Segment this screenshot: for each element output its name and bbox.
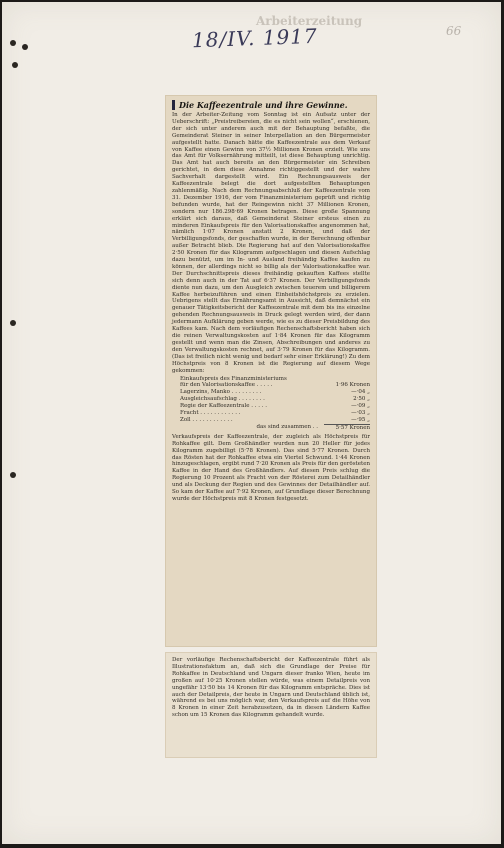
punch-hole <box>10 40 16 46</box>
price-table-caption: Einkaufspreis des Finanzministeriums <box>180 376 287 383</box>
punch-hole <box>10 320 16 326</box>
price-row: Ausgleichsaufschlag . . . . . . . . 2·50 „ <box>180 396 370 403</box>
handwritten-date: 18/IV. 1917 <box>191 23 319 53</box>
newspaper-clipping-main <box>166 96 376 646</box>
punch-hole <box>22 44 28 50</box>
newspaper-clipping-secondary <box>166 653 376 757</box>
punch-hole <box>12 62 18 68</box>
price-row: Zoll . . . . . . . . . . . . —·95 „ <box>180 416 370 423</box>
page-number: 66 <box>446 24 462 38</box>
article-title: Die Kaffeezentrale und ihre Gewinne. <box>172 100 370 110</box>
price-table <box>180 376 370 431</box>
punch-hole <box>10 472 16 478</box>
price-row: Fracht . . . . . . . . . . . . —·03 „ <box>180 410 370 417</box>
archive-sheet <box>2 2 501 844</box>
price-row: Regie der Kaffeezentrale . . . . . —·09 „ <box>180 403 370 410</box>
article-paragraph: In der Arbeiter-Zeitung vom Sonntag ist ein Aufsatz unter der Ueberschrift: „Preistreibereien, die es nicht sein wollen“, erschienen, der sich unter anderem auch mit der Behauptung befaßte, die Gemeinderat Steiner in seiner Interpellation an den Bürgermeister aufgestellt hatte. Danach hätte die Kaffeezentrale aus dem Verkauf von Kaffee einen Gewinn von 37½ Millionen Kronen erzielt. Wie uns das Amt für Volksernährung mitteilt, ist diese Behauptung unrichtig. Das Amt hat auch bereits an den Bürgermeister ein Schreiben gerichtet, in dem diese Annahme richtiggestellt und der wahre Sachverhalt dargestellt wird. Ein Rechnungsausweis der Kaffeezentrale belegt die dort aufgestellten Behauptungen zahlenmäßig. Nach dem Rechnungsabschluß der Kaffeezentrale vom 31. Dezember 1916, der vom Finanzministerium geprüft und richtig befunden wurde, hat der Reingewinn nicht 37 Millionen Kronen, sondern nur 186.298·69 Kronen betragen. Diese große Spannung erklärt sich daraus, daß Gemeinderat Steiner ersteus einen zu minderen Einkaufspreis für den Valorisationskaffee angenommen hat, nämlich 1·07 Kronen anstatt 2 Kronen, und daß der Verbilligungsfonds, der geschaffen wurde, in der Berechnung offenbar außer Betracht blieb. Die Regierung hat auf den Valorisationskaffee 2·50 Kronen für das Kilogramm aufgeschlagen und diesen Aufschlag dazu benützt, um im In- und Ausland freihändig Kaffee kaufen zu können, der allerdings nicht so billig als der Valorisationskaffee war. Der Durchschnittspreis dieses freihändig gekauften Kaffees stellte sich denn auch in der Tat auf 6·37 Kronen. Der Verbilligungsfonds diente nun dazu, um den Ausgleich zwischen teuerem und billigerem Kaffee herbeizuführen und einen Einheitshöchstpreis zu erzielen. Uebrigens stellt das Ernährungsamt in Aussicht, daß demnächst ein genauer Tätigkeitsbericht der Kaffeezentrale mit dem bis ins einzelne gehenden Rechnungsausweis in Druck gelegt werden wird, der dann jedermann Aufklärung geben werde, wie es zu dieser Preisbildung des Kaffees kam. Nach dem vorläufigen Rechenschaftsbericht haben sich die reinen Verwaltungskosten auf 1·84 Kronen für das Kilogramm gestellt und wenn man die Zinsen, Abschreibungen und anderes zu den Verwaltungskosten rechnet, auf 3·79 Kronen für das Kilogramm. (Das ist freilich nicht wenig und bedarf sehr einer Erklärung!) Zu dem Höchstpreis von 8 Kronen ist die Regierung auf diesem Wege gekommen: <box>172 112 370 374</box>
price-row: für den Valorisationskaffee . . . . . 1·96 Kronen <box>180 382 370 389</box>
newspaper-stamp: Arbeiterzeitung <box>256 14 363 28</box>
price-row: Lagerzins, Manko . . . . . . . . . —·04 „ <box>180 389 370 396</box>
price-total-row: das sind zusammen . . 5·57 Kronen <box>256 423 370 431</box>
article-paragraph: Verkaufspreis der Kaffeezentrale, der zugleich als Höchstpreis für Rohkaffee gilt. Dem Großhändler wurden nun 20 Heller für jedes Kilogramm zugebilligt (5·78 Kronen). Das sind 5·77 Kronen. Durch das Rösten hat der Rohkaffee etwa ein Viertel Schwund. 1·44 Kronen hinzugeschlagen, ergibt rund 7·20 Kronen als Preis für den gerösteten Kaffee in der Hand des Großhändlers. Auf diesen Preis schlug die Regierung 10 Prozent als Fracht von der Rösterei zum Detailhändler und als Deckung der Regien und des Gewinnes der Detailhändler auf. So kam der Kaffee auf 7·92 Kronen, auf Grundlage dieser Berechnung wurde der Höchstpreis mit 8 Kronen festgesetzt. <box>172 433 370 502</box>
article-paragraph: Der vorläufige Rechenschaftsbericht der Kaffeezentrale führt als Illustrationsfaktum an, daß sich die Grundlage der Preise für Rohkaffee in Deutschland und Ungarn dieser franko Wien, heute im großen auf 10·25 Kronen stellen würde, was einem Detailpreis von ungefähr 13·50 bis 14 Kronen für das Kilogramm entspräche. Dies ist auch der Detailpreis, der heute in Ungarn und Deutschland üblich ist, während es bei uns möglich war, den Verkaufspreis auf die Höhe von 8 Kronen in einer Zeit herabzusetzen, da in diesen Ländern Kaffee schon um 15 Kronen das Kilogramm gehandelt wurde. <box>172 657 370 719</box>
